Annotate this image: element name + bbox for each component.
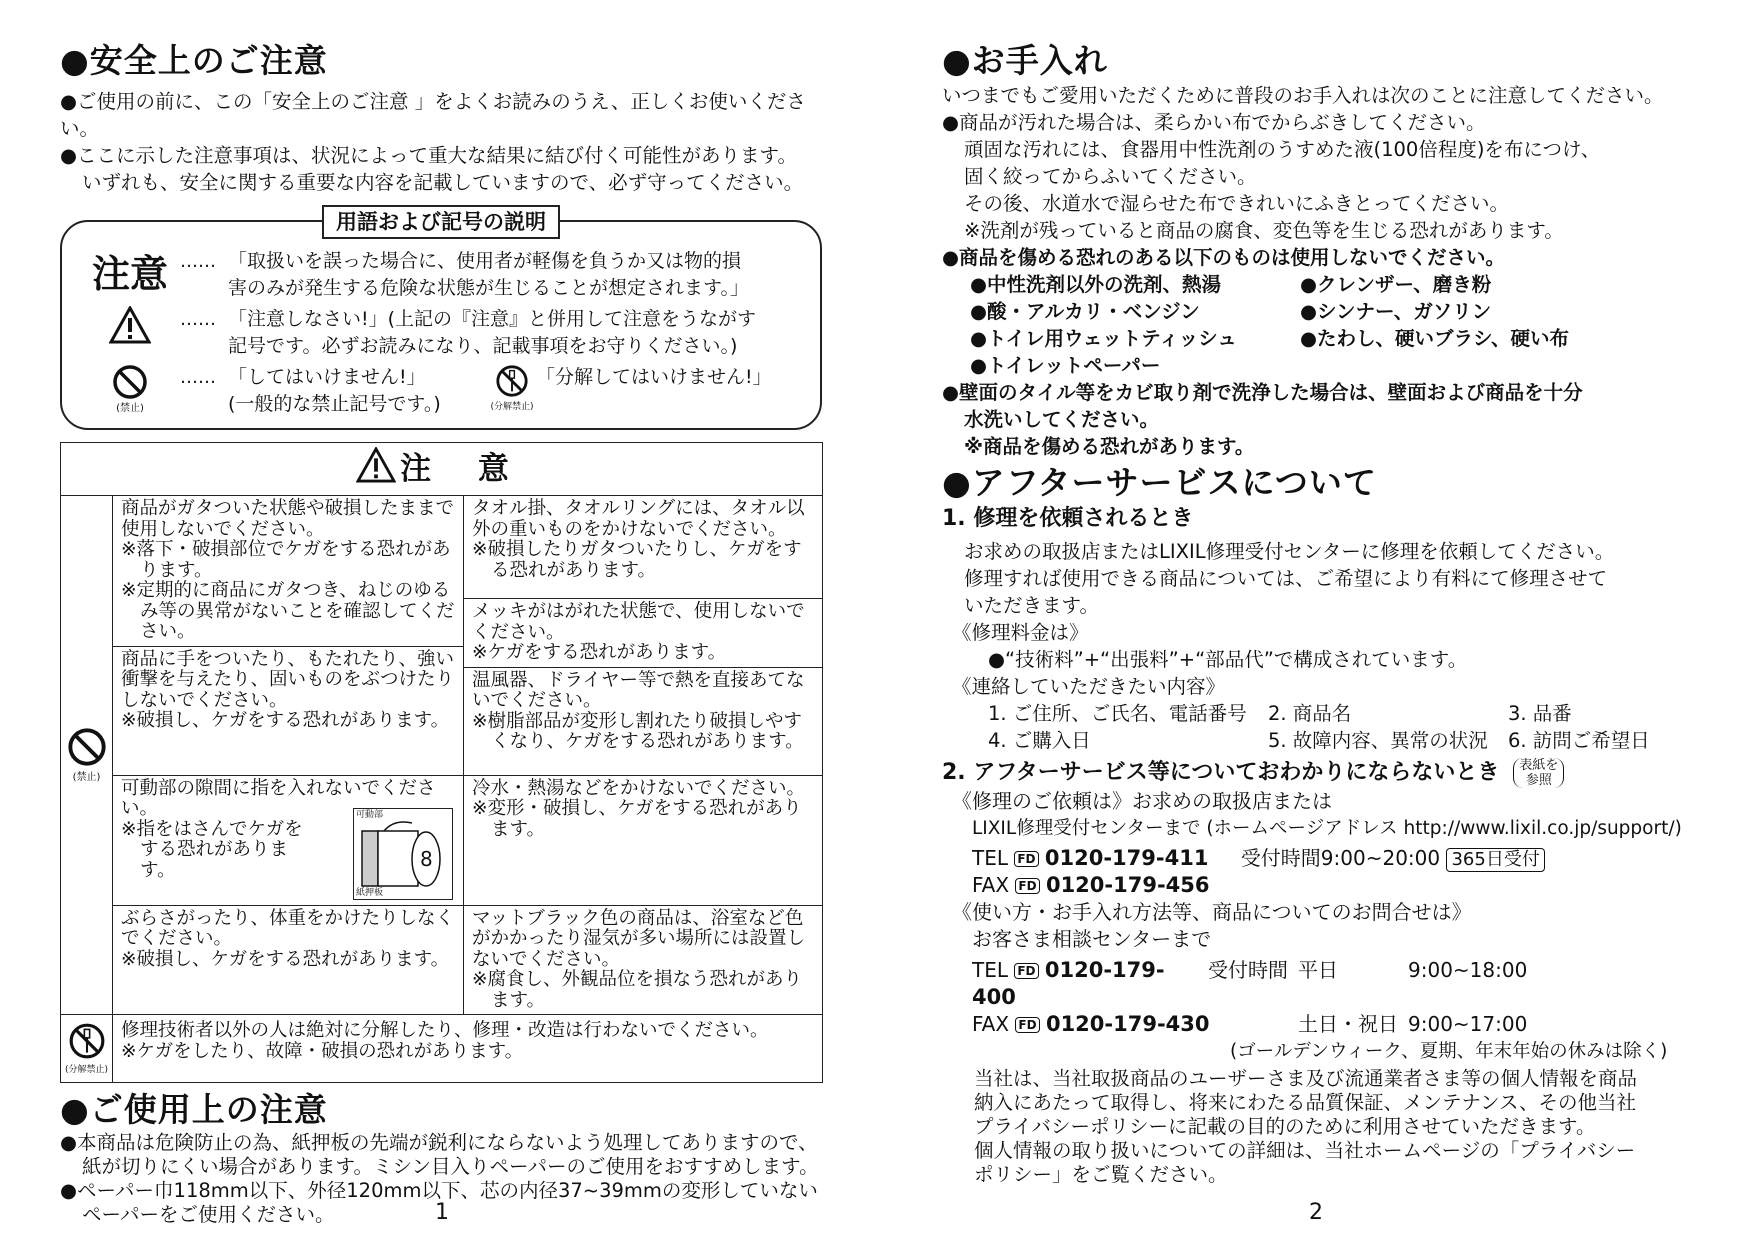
repair-tel-row bbox=[942, 845, 1702, 872]
terms-title: 用語および記号の説明 bbox=[322, 205, 560, 239]
care-item: ●たわし、硬いブラシ、硬い布 bbox=[1300, 327, 1569, 350]
contact-item: 1. ご住所、ご氏名、電話番号 bbox=[988, 702, 1247, 725]
inquiry-center: お客さま相談センターまで bbox=[972, 927, 1212, 951]
usage-line-1: ●本商品は危険防止の為、紙押板の先端が鋭利にならないよう処理してありますので、紙が切りにくい場合があります。ミシン目入りペーパーのご使用をおすすめします。 bbox=[60, 1131, 819, 1178]
caution-note: ※変形・破損し、ケガをする恐れがあります。 bbox=[472, 798, 802, 840]
care-item bbox=[1300, 352, 1600, 379]
left-page bbox=[60, 0, 822, 1240]
page-number-2: 2 bbox=[1309, 1200, 1323, 1225]
prohibit-icon bbox=[112, 364, 148, 400]
freedial-icon: FD bbox=[1015, 878, 1039, 894]
care-1a: 頑固な汚れには、食器用中性洗剤のうすめた液(100倍程度)を布につけ、 bbox=[964, 138, 1601, 161]
after-1-title: 1. 修理を依頼されるとき bbox=[942, 506, 1194, 531]
care-item: ●酸・アルカリ・ベンジン bbox=[970, 300, 1200, 323]
care-item: ●トイレットペーパー bbox=[970, 354, 1161, 377]
freedial-icon: FD bbox=[1015, 1017, 1039, 1033]
freedial-icon: FD bbox=[1014, 851, 1038, 867]
caution-body: メッキがはがれた状態で、使用しないでください。 bbox=[472, 601, 805, 643]
weekend-hours: 9:00~17:00 bbox=[1408, 1012, 1528, 1036]
after-2-title: 2. アフターサービス等についておわかりにならないとき bbox=[942, 760, 1500, 785]
caution-header bbox=[61, 443, 823, 496]
caution-body: 商品がガタついた状態や破損したままで使用しないでください。 bbox=[121, 498, 455, 540]
safety-line-2: ●ここに示した注意事項は、状況によって重大な結果に結び付く可能性があります。 bbox=[60, 144, 797, 167]
prohibit-symbol-cell bbox=[61, 496, 113, 1015]
caution-item-r2 bbox=[464, 599, 823, 668]
usage-title: ●ご使用上の注意 bbox=[60, 1090, 328, 1129]
caution-item-l1 bbox=[113, 496, 464, 647]
term-prohibit bbox=[80, 364, 802, 418]
safety-line-3: いずれも、安全に関する重要な内容を記載していますので、必ず守ってください。 bbox=[82, 171, 804, 194]
freedial-icon: FD bbox=[1014, 963, 1038, 979]
paper-holder-diagram-icon bbox=[354, 809, 451, 898]
inquiry-tel-row bbox=[942, 957, 1702, 1011]
care-3c: ※商品を傷める恐れがあります。 bbox=[964, 435, 1255, 458]
care-2: ●商品を傷める恐れのある以下のものは使用しないでください。 bbox=[942, 246, 1506, 269]
inquiry-hours-label: 受付時間 bbox=[1208, 958, 1288, 982]
disassemble-text: 「分解してはいけません!」 bbox=[536, 366, 772, 388]
caution-note: ※指をはさんでケガをする恐れがあります。 bbox=[121, 818, 303, 881]
prohibit-text-1: 「してはいけません!」 bbox=[228, 366, 426, 388]
care-item: ●クレンザー、磨き粉 bbox=[1300, 273, 1492, 296]
after-2-note-2: 参照 bbox=[1525, 773, 1552, 788]
caution-item-r1 bbox=[464, 496, 823, 599]
caution-note: ※破損したりガタついたりし、ケガをする恐れがあります。 bbox=[472, 539, 802, 581]
terms-box bbox=[60, 210, 822, 430]
disassemble-symbol-cell bbox=[61, 1015, 113, 1083]
warn-text-1: 「注意しなさい!」(上記の『注意』と併用して注意をうながす bbox=[228, 308, 757, 330]
privacy-c: プライバシーポリシーに記載の目的のために利用させていただきます。 bbox=[974, 1115, 1596, 1138]
contact-title: 《連絡していただきたい内容》 bbox=[952, 675, 1226, 698]
caution-body: タオル掛、タオルリングには、タオル以外の重いものをかけないでください。 bbox=[472, 498, 805, 540]
after-2-header bbox=[942, 758, 1702, 788]
chui-word: 注意 bbox=[91, 252, 168, 296]
warning-triangle-icon bbox=[356, 447, 396, 483]
repair-fax[interactable]: 0120-179-456 bbox=[1045, 873, 1210, 897]
caution-item-r4 bbox=[464, 775, 823, 905]
care-1c: その後、水道水で湿らせた布できれいにふきとってください。 bbox=[964, 192, 1510, 215]
caution-note: ※定期的に商品にガタつき、ねじのゆるみ等の異常がないことを確認してください。 bbox=[121, 580, 455, 642]
svg-text:8: 8 bbox=[420, 846, 433, 871]
caution-note: ※破損し、ケガをする恐れがあります。 bbox=[121, 948, 450, 970]
disassemble-caption: (分解禁止) bbox=[490, 402, 534, 412]
contact-item: 6. 訪問ご希望日 bbox=[1508, 729, 1650, 752]
repair-request: 《修理のご依頼は》お求めの取扱店または bbox=[952, 789, 1332, 813]
inquiry-title: 《使い方・お手入れ方法等、商品についてのお問合せは》 bbox=[952, 900, 1472, 924]
after-2-note bbox=[1513, 758, 1564, 788]
term-warning bbox=[80, 306, 802, 360]
caution-body: 冷水・熱湯などをかけないでください。 bbox=[472, 777, 806, 799]
dots: …… bbox=[180, 309, 216, 330]
weekday-hours: 9:00~18:00 bbox=[1408, 958, 1528, 982]
badge-365: 365日受付 bbox=[1446, 848, 1544, 872]
care-1: ●商品が汚れた場合は、柔らかい布でからぶきしてください。 bbox=[942, 111, 1486, 134]
after-2-note-1: 表紙を bbox=[1519, 758, 1559, 773]
paper-holder-figure bbox=[353, 808, 453, 900]
chui-text-1: 「取扱いを誤った場合に、使用者が軽傷を負うか又は物的損 bbox=[228, 250, 742, 272]
caution-body: 商品に手をついたり、もたれたり、強い衝撃を与えたり、固いものをぶつけたりしないでください。 bbox=[121, 648, 455, 711]
figure-label-bottom: 紙押板 bbox=[356, 887, 384, 898]
disassemble-caption: (分解禁止) bbox=[64, 1065, 109, 1076]
caution-body: ぶらさがったり、体重をかけたりしなくでください。 bbox=[121, 907, 455, 949]
care-item: ●中性洗剤以外の洗剤、熱湯 bbox=[970, 273, 1222, 296]
caution-note: ※樹脂部品が変形し割れたり破損しやすくなり、ケガをする恐れがあります。 bbox=[472, 710, 804, 752]
safety-line-1: ●ご使用の前に、この「安全上のご注意 」をよくお読みのうえ、正しくお使いください。 bbox=[60, 90, 806, 140]
care-3a: ●壁面のタイル等をカビ取り剤で洗浄した場合は、壁面および商品を十分 bbox=[942, 381, 1583, 404]
inquiry-fax-row bbox=[942, 1011, 1702, 1038]
warn-text-2: 記号です。必ずお読みになり、記載事項をお守りください。) bbox=[228, 335, 738, 357]
caution-note: ※ケガをする恐れがあります。 bbox=[472, 642, 727, 663]
contact-item: 4. ご購入日 bbox=[988, 729, 1091, 752]
prohibit-text-2: (一般的な禁止記号です。) bbox=[228, 393, 441, 415]
caution-header-text: 注 意 bbox=[400, 451, 527, 487]
chui-text-2: 害のみが発生する危険な状態が生じることが想定されます。」 bbox=[228, 277, 749, 299]
repair-fax-row bbox=[942, 872, 1702, 899]
care-item: ●シンナー、ガソリン bbox=[1300, 300, 1492, 323]
dots: …… bbox=[180, 251, 216, 272]
caution-item-l2 bbox=[113, 646, 464, 775]
care-items bbox=[942, 271, 1702, 379]
page-number-1: 1 bbox=[435, 1200, 449, 1225]
caution-body: マットブラック色の商品は、浴室など色がかかったり湿気が多い場所には設置しないでください。 bbox=[472, 907, 806, 970]
caution-item-r3 bbox=[464, 667, 823, 775]
caution-note: ※破損し、ケガをする恐れがあります。 bbox=[121, 710, 450, 731]
tel-label: TEL bbox=[972, 958, 1008, 982]
privacy-b: 納入にあたって取得し、将来にわたる品質保証、メンテナンス、その他当社 bbox=[974, 1091, 1637, 1114]
prohibit-icon bbox=[67, 727, 107, 767]
caution-body: 温風器、ドライヤー等で熱を直接あてないでください。 bbox=[472, 669, 805, 711]
caution-note: ※腐食し、外観品位を損なう恐れがあります。 bbox=[472, 969, 803, 1011]
care-1b: 固く絞ってからふいてください。 bbox=[964, 165, 1257, 188]
disassemble-prohibit-icon bbox=[68, 1022, 106, 1060]
caution-item-disassemble bbox=[113, 1015, 823, 1083]
contact-item: 3. 品番 bbox=[1508, 702, 1572, 725]
figure-label-top: 可動部 bbox=[356, 809, 384, 820]
caution-body: 可動部の隙間に指を入れないでください。 bbox=[121, 777, 436, 819]
term-chui bbox=[80, 248, 802, 302]
contact-items bbox=[942, 700, 1702, 754]
weekend-label: 土日・祝日 bbox=[1298, 1012, 1398, 1036]
repair-hours: 受付時間9:00~20:00 bbox=[1240, 846, 1441, 870]
usage-line-2: ●ペーパー巾118mm以下、外径120mm以下、芯の内径37~39mmの変形していないペーパーをご使用ください。 bbox=[60, 1179, 818, 1226]
caution-note: ※ケガをしたり、故障・破損の恐れがあります。 bbox=[121, 1040, 524, 1062]
prohibit-caption: (禁止) bbox=[116, 403, 144, 414]
caution-note: ※落下・破損部位でケガをする恐れがあります。 bbox=[121, 539, 451, 581]
weekday-label: 平日 bbox=[1298, 958, 1338, 982]
after-title: ●アフターサービスについて bbox=[942, 463, 1377, 502]
fee-title: 《修理料金は》 bbox=[952, 621, 1089, 644]
tel-label: TEL bbox=[972, 846, 1008, 870]
contact-item: 2. 商品名 bbox=[1268, 702, 1352, 725]
care-3b: 水洗いしてください。 bbox=[964, 408, 1160, 431]
care-intro: いつまでもご愛用いただくために普段のお手入れは次のことに注意してください。 bbox=[942, 84, 1664, 107]
inquiry-tel[interactable]: 0120-179-400 bbox=[972, 958, 1165, 1009]
disassemble-prohibit-icon bbox=[495, 364, 529, 398]
care-1d: ※洗剤が残っていると商品の腐食、変色等を生じる恐れがあります。 bbox=[964, 219, 1564, 242]
after-1-text-b: 修理すれば使用できる商品については、ご希望により有料にて修理させて bbox=[964, 567, 1608, 590]
contact-item: 5. 故障内容、異常の状況 bbox=[1268, 729, 1488, 752]
holiday-note: (ゴールデンウィーク、夏期、年末年始の休みは除く) bbox=[1230, 1041, 1668, 1062]
caution-body: 修理技術者以外の人は絶対に分解したり、修理・改造は行わないでください。 bbox=[121, 1020, 769, 1041]
care-title: ●お手入れ bbox=[942, 41, 1108, 80]
privacy-e: ポリシー」をご覧ください。 bbox=[974, 1163, 1228, 1186]
repair-tel[interactable]: 0120-179-411 bbox=[1044, 846, 1209, 870]
caution-item-l4 bbox=[113, 905, 464, 1015]
fax-label: FAX bbox=[972, 1012, 1010, 1036]
fax-label: FAX bbox=[972, 873, 1010, 897]
caution-item-r5 bbox=[464, 905, 823, 1015]
safety-title: ●安全上のご注意 bbox=[60, 41, 328, 80]
privacy-a: 当社は、当社取扱商品のユーザーさま及び流通業者さま等の個人情報を商品 bbox=[974, 1067, 1638, 1090]
caution-item-l3 bbox=[113, 775, 464, 905]
repair-center: LIXIL修理受付センターまで (ホームページアドレス http://www.lixil.co.jp/support/) bbox=[972, 818, 1682, 839]
dots: …… bbox=[180, 367, 216, 388]
fee-text: ●“技術料”+“出張料”+“部品代”で構成されています。 bbox=[988, 648, 1468, 671]
inquiry-fax[interactable]: 0120-179-430 bbox=[1045, 1012, 1210, 1036]
care-item: ●トイレ用ウェットティッシュ bbox=[970, 327, 1237, 350]
caution-table bbox=[60, 442, 823, 1083]
right-page bbox=[942, 0, 1702, 1240]
after-1-text-c: いただきます。 bbox=[964, 594, 1099, 617]
prohibit-caption: (禁止) bbox=[72, 771, 101, 783]
privacy-d: 個人情報の取り扱いについての詳細は、当社ホームページの「プライバシー bbox=[974, 1139, 1636, 1162]
warning-triangle-icon bbox=[109, 306, 151, 344]
after-1-text-a: お求めの取扱店またはLIXIL修理受付センターに修理を依頼してください。 bbox=[964, 540, 1615, 563]
